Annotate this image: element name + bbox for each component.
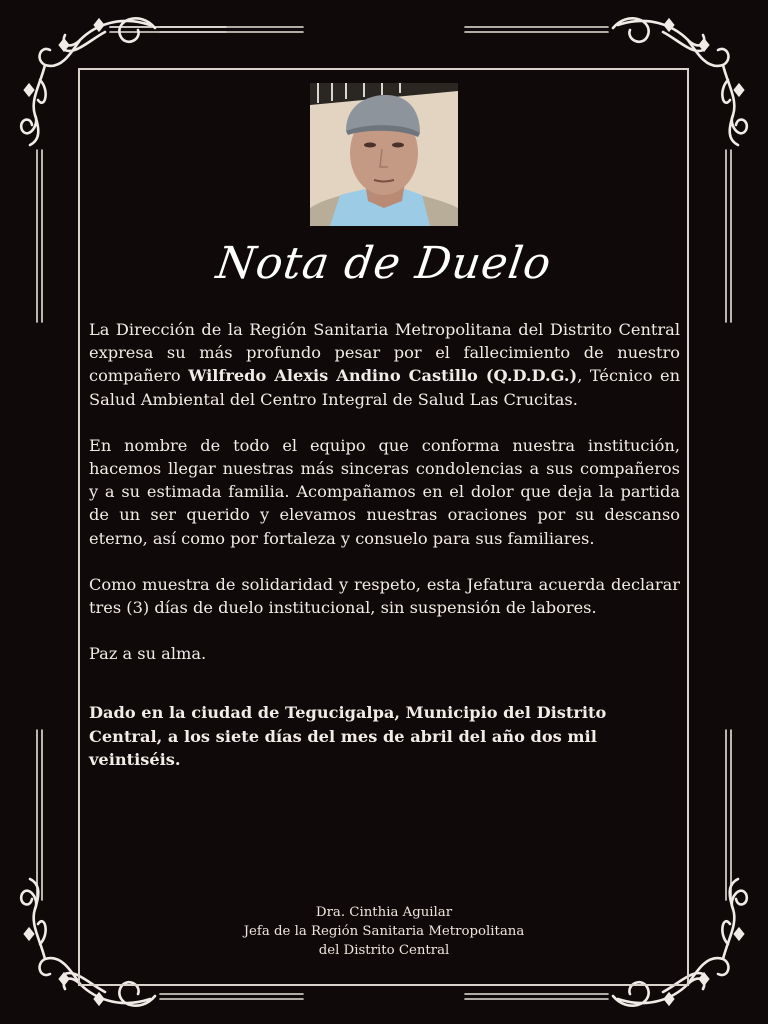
paragraph-announcement: La Dirección de la Región Sanitaria Metropolitana del Distrito Central expresa su más profundo pesar por el fallecimiento de nuestro compañero Wilfredo Alexis Andino Castillo (Q.D.D.G.), Técnico en Salud Ambiental del Centro Integral de Salud Las Crucitas. xyxy=(89,320,681,409)
paragraph-condolences: En nombre de todo el equipo que conforma nuestra institución, hacemos llegar nuestras más sinceras condolencias a sus compañeros y a su estimada familia. Acompañamos en el dolor que deja la partida de un ser querido y elevamos nuestras oraciones por su descanso eterno, así como por fortaleza y consuelo para sus familiares. xyxy=(89,435,680,548)
page-title: Nota de Duelo xyxy=(213,238,555,289)
signer-role-line1: Jefa de la Región Sanitaria Metropolitana xyxy=(243,924,525,939)
signature-block xyxy=(0,903,768,960)
deceased-name: Wilfredo Alexis Andino Castillo xyxy=(188,366,478,386)
paragraph-closing: Dado en la ciudad de Tegucigalpa, Municipio del Distrito Central, a los siete días del mes de abril del año dos mil veintiséis. xyxy=(89,703,607,769)
paragraph-peace: Paz a su alma. xyxy=(89,644,207,664)
signer-role-line2: del Distrito Central xyxy=(318,943,450,958)
signer-name: Dra. Cinthia Aguilar xyxy=(315,905,453,920)
portrait-photo xyxy=(310,83,458,226)
body-text xyxy=(89,318,680,794)
paragraph-mourning-declaration: Como muestra de solidaridad y respeto, esta Jefatura acuerda declarar tres (3) días de duelo institucional, sin suspensión de labores. xyxy=(89,574,680,618)
